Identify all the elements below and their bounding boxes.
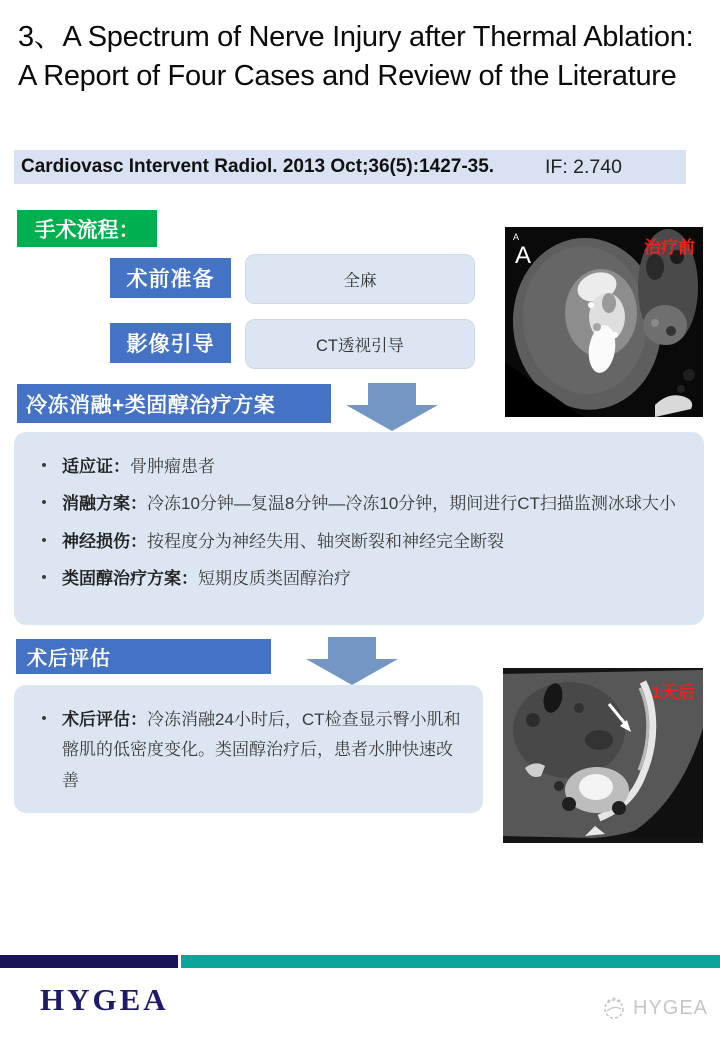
- ct-corner-label: A: [515, 242, 532, 269]
- list-item: [26, 564, 686, 594]
- bullet-text: 骨肿瘤患者: [130, 457, 215, 476]
- flow-step-label-imaging: 影像引导: [110, 323, 231, 363]
- bullet-icon: [26, 527, 62, 557]
- globe-icon: [601, 995, 627, 1021]
- ct-scan-after-image: [503, 668, 703, 843]
- bullet-icon: [26, 489, 62, 519]
- post-op-details-box: [14, 685, 483, 813]
- bullet-text: 按程度分为神经失用、轴突断裂和神经完全断裂: [147, 531, 504, 551]
- page-title: 3、A Spectrum of Nerve Injury after Thermal Ablation: A Report of Four Cases and Review of the Literature: [18, 21, 694, 92]
- list-item: [26, 489, 686, 519]
- bullet-term: 适应证：: [62, 457, 130, 476]
- flow-step-value-anesthesia: 全麻: [245, 254, 475, 304]
- journal-bar: [14, 150, 686, 184]
- bullet-icon: [26, 564, 62, 594]
- list-item: [26, 527, 686, 557]
- ct-corner-superscript: A: [513, 232, 520, 242]
- ct-scan-before-image: [505, 227, 703, 417]
- post-op-section-header: 术后评估: [16, 639, 271, 674]
- bullet-icon: [26, 705, 62, 796]
- down-arrow-icon: [306, 637, 398, 685]
- ct-annotation-after: 1天后: [651, 683, 695, 702]
- bullet-term: 术后评估：: [62, 710, 147, 729]
- plan-section-header: 冷冻消融+类固醇治疗方案: [17, 384, 331, 423]
- bullet-term: 消融方案：: [62, 494, 147, 514]
- footer-bar-navy: [0, 955, 178, 968]
- ct-annotation-before: 治疗前: [644, 238, 695, 257]
- watermark-text: HYGEA: [633, 996, 709, 1019]
- bullet-text: 冷冻10分钟—复温8分钟—冷冻10分钟，期间进行CT扫描监测冰球大小: [147, 494, 676, 514]
- hygea-logo: HYGEA: [40, 982, 169, 1017]
- down-arrow-icon: [346, 383, 438, 431]
- section-label-procedure: 手术流程：: [17, 210, 157, 247]
- plan-details-box: [14, 432, 704, 625]
- bullet-icon: [26, 452, 62, 482]
- flow-step-value-ct-guidance: CT透视引导: [245, 319, 475, 369]
- journal-citation: Cardiovasc Intervent Radiol. 2013 Oct;36(5):1427-35.: [21, 156, 495, 177]
- bullet-term: 神经损伤：: [62, 531, 147, 551]
- footer-bar-teal: [181, 955, 720, 968]
- bullet-term: 类固醇治疗方案：: [62, 568, 198, 588]
- watermark: [601, 995, 708, 1021]
- bullet-text: 短期皮质类固醇治疗: [198, 568, 351, 588]
- list-item: [26, 452, 686, 482]
- bullet-text: 冷冻消融24小时后，CT检查显示臀小肌和髂肌的低密度变化。类固醇治疗后，患者水肿快速改善: [62, 710, 461, 790]
- impact-factor: IF: 2.740: [545, 155, 622, 178]
- list-item: [26, 705, 467, 796]
- flow-step-label-preop: 术前准备: [110, 258, 231, 298]
